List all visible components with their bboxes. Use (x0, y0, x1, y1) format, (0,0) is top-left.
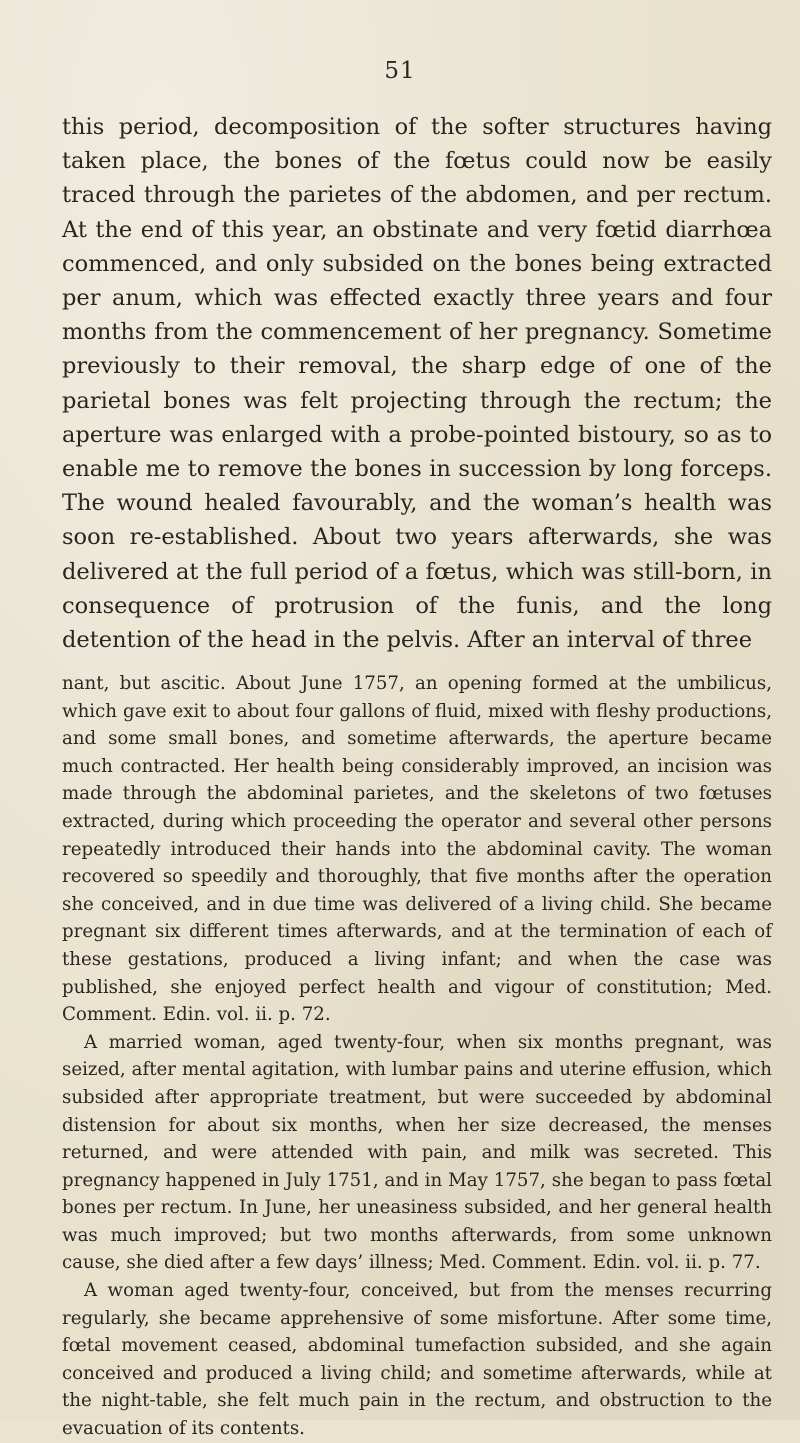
upper-paragraph: this period, decomposition of the softer structures having taken place, the bones of the fœtus could now be easily traced through the parietes of the abdomen, and per rectum. At the end of this year, an obstinate and very fœtid diarrhœa commenced, and only subsided on the bones being extracted per anum, which was effected exactly three years and four months from the commencement of her pregnancy. Sometime previously to their removal, the sharp edge of one of the parietal bones was felt projecting through the rectum; the aperture was enlarged with a probe-pointed bistoury, so as to enable me to remove the bones in succession by long forceps. The wound healed favourably, and the woman’s health was soon re-established. About two years afterwards, she was delivered at the full period of a fœtus, which was still-born, in consequence of protrusion of the funis, and the long detention of the head in the pelvis. After an interval of three (62, 114, 772, 654)
lower-text-block (62, 670, 772, 1443)
case-paragraph-1: nant, but ascitic. About June 1757, an opening formed at the umbilicus, which gave exit to about four gallons of fluid, mixed with fleshy productions, and some small bones, and sometime afterwards, the aperture became much contracted. Her health being considerably improved, an incision was made through the abdominal parietes, and the skeletons of two fœtuses extracted, during which proceeding the operator and several other persons repeatedly introduced their hands into the abdominal cavity. The woman recovered so speedily and thoroughly, that five months after the operation she conceived, and in due time was delivered of a living child. She became pregnant six different times afterwards, and at the termination of each of these gestations, produced a living infant; and when the case was published, she enjoyed perfect health and vigour of constitution; Med. Comment. Edin. vol. ii. p. 72. (62, 673, 772, 1026)
upper-text-block (62, 110, 772, 657)
case-paragraph-2: A married woman, aged twenty-four, when six months pregnant, was seized, after mental agitation, with lumbar pains and uterine effusion, which subsided after appropriate treatment, but were succeeded by abdominal distension for about six months, when her size decreased, the menses returned, and were attended with pain, and milk was secreted. This pregnancy happened in July 1751, and in May 1757, she began to pass fœtal bones per rectum. In June, her uneasiness subsided, and her general health was much improved; but two months afterwards, from some unknown cause, she died after a few days’ illness; Med. Comment. Edin. vol. ii. p. 77. (62, 1031, 772, 1274)
page-number: 51 (384, 58, 416, 84)
case-paragraph-3: A woman aged twenty-four, conceived, but from the menses recurring regularly, she became apprehensive of some misfortune. After some time, fœtal movement ceased, abdominal tumefaction subsided, and she again conceived and produced a living child; and sometime afterwards, while at the night-table, she felt much pain in the rectum, and obstruction to the evacuation of its contents. (62, 1280, 772, 1440)
